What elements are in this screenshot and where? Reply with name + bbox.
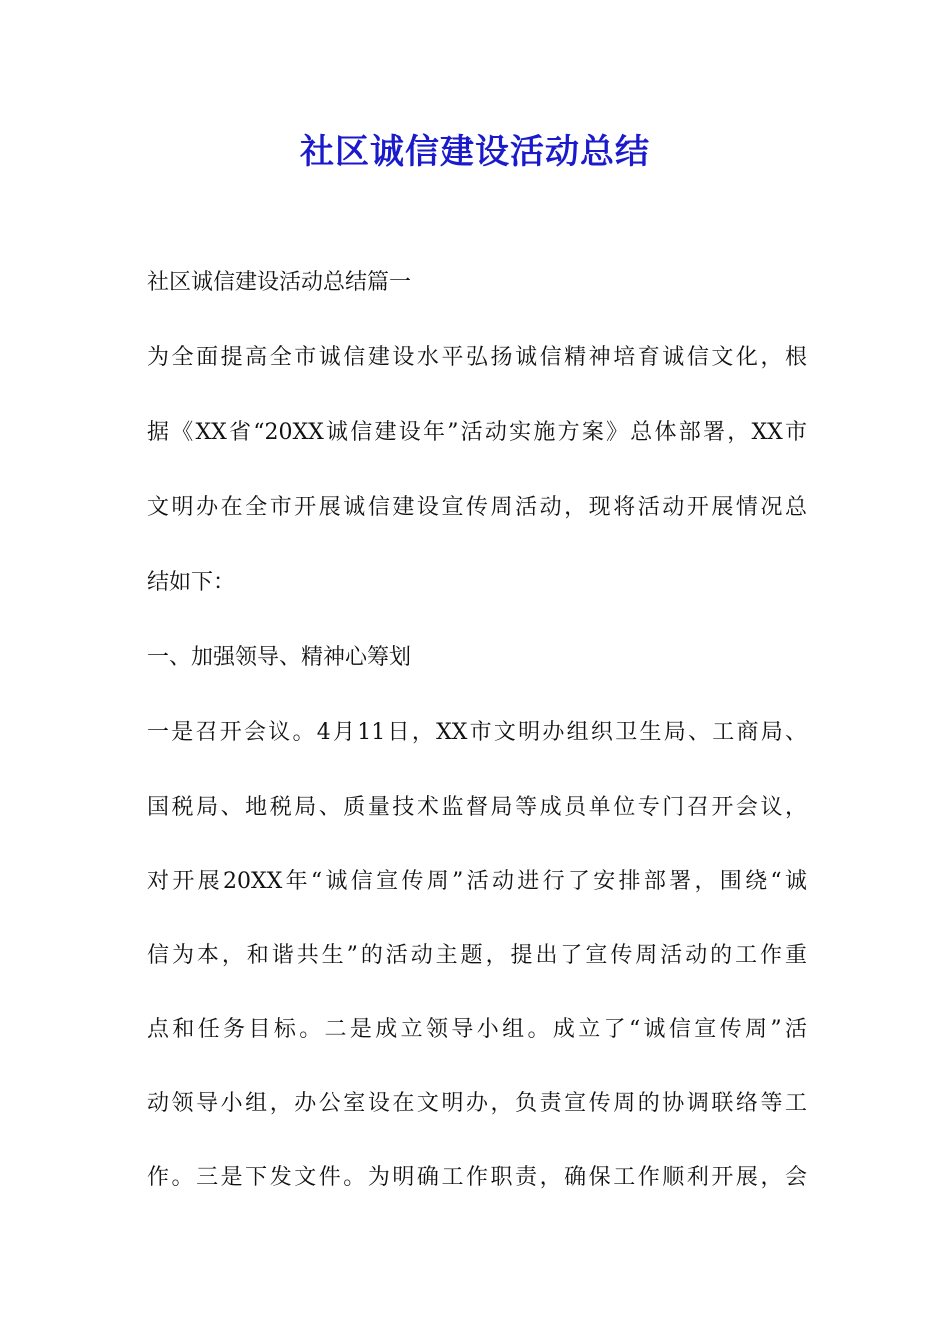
paragraph-line: 信为本，和谐共生”的活动主题，提出了宣传周活动的工作重 <box>147 943 807 968</box>
paragraph-line: 动领导小组，办公室设在文明办，负责宣传周的协调联络等工 <box>147 1091 807 1116</box>
paragraph-line: 据《XX省“20XX诚信建设年”活动实施方案》总体部署，XX市 <box>147 420 807 445</box>
paragraph-line: 结如下： <box>147 570 236 595</box>
section-heading: 一、加强领导、精神心筹划 <box>147 645 412 670</box>
paragraph-line: 国税局、地税局、质量技术监督局等成员单位专门召开会议， <box>147 795 807 820</box>
paragraph-line: 作。三是下发文件。为明确工作职责，确保工作顺利开展，会 <box>147 1165 807 1190</box>
paragraph-line: 一是召开会议。4月11日，XX市文明办组织卫生局、工商局、 <box>147 720 807 745</box>
paragraph-line: 为全面提高全市诚信建设水平弘扬诚信精神培育诚信文化，根 <box>147 345 807 370</box>
paragraph-line: 文明办在全市开展诚信建设宣传周活动，现将活动开展情况总 <box>147 495 807 520</box>
document-title: 社区诚信建设活动总结 <box>300 132 650 172</box>
paragraph-line: 点和任务目标。二是成立领导小组。成立了“诚信宣传周”活 <box>147 1017 807 1042</box>
paragraph-line: 对开展20XX年“诚信宣传周”活动进行了安排部署，围绕“诚 <box>147 869 807 894</box>
section-heading: 社区诚信建设活动总结篇一 <box>147 270 412 295</box>
